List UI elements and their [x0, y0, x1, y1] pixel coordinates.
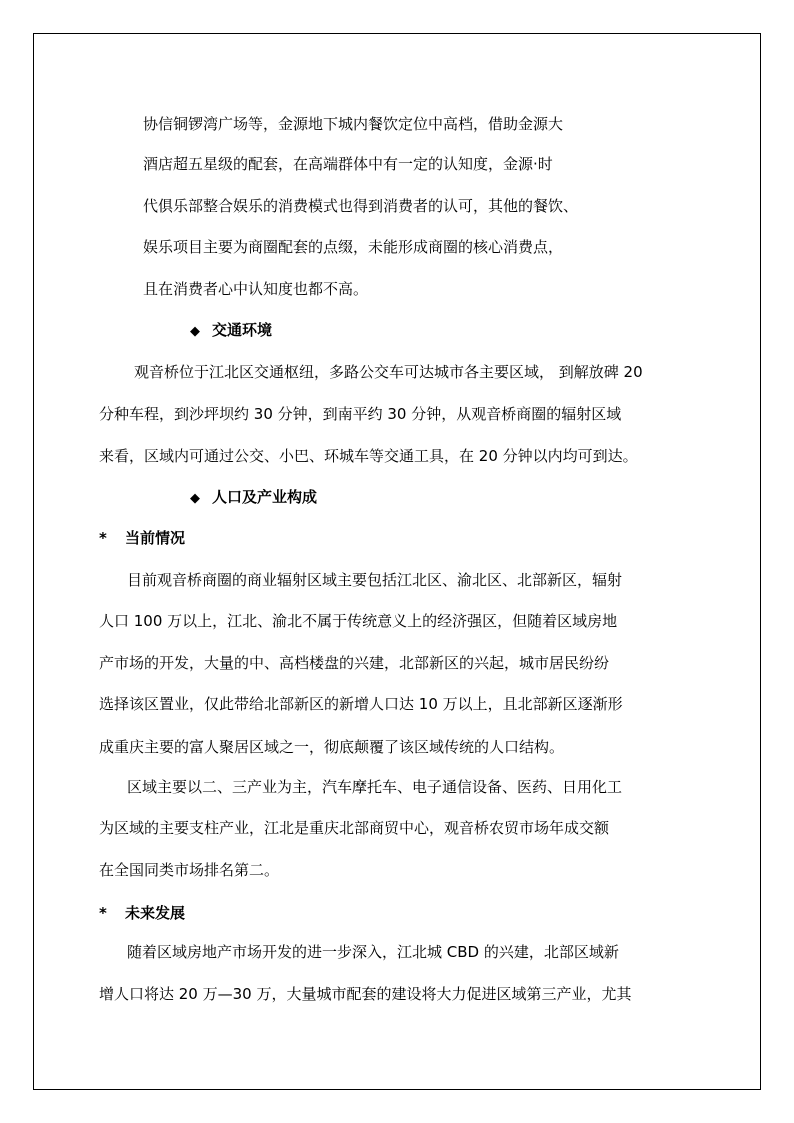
subsection-heading-current [99, 528, 185, 548]
paragraph-line: 随着区域房地产市场开发的进一步深入，江北城 CBD 的兴建，北部区域新 [127, 943, 619, 961]
paragraph-line: 酒店超五星级的配套，在高端群体中有一定的认知度，金源·时 [143, 155, 553, 173]
paragraph-line: 代俱乐部整合娱乐的消费模式也得到消费者的认可，其他的餐饮、 [143, 197, 579, 215]
paragraph-line: 增人口将达 20 万—30 万，大量城市配套的建设将大力促进区域第三产业，尤其 [99, 985, 632, 1003]
paragraph-line: 为区域的主要支柱产业，江北是重庆北部商贸中心，观音桥农贸市场年成交额 [99, 819, 610, 837]
paragraph-line: 娱乐项目主要为商圈配套的点缀，未能形成商圈的核心消费点， [143, 238, 564, 256]
paragraph-line: 区域主要以二、三产业为主，汽车摩托车、电子通信设备、医药、日用化工 [127, 778, 623, 796]
section-heading-population [190, 487, 317, 509]
section-heading-traffic [190, 320, 272, 342]
paragraph-line: 在全国同类市场排名第二。 [99, 861, 280, 879]
asterisk-bullet-icon: * [99, 904, 107, 922]
paragraph-line: 人口 100 万以上，江北、渝北不属于传统意义上的经济强区，但随着区域房地 [99, 612, 618, 630]
subsection-title: 当前情况 [125, 529, 186, 547]
paragraph-line: 选择该区置业，仅此带给北部新区的新增人口达 10 万以上，且北部新区逐渐形 [99, 695, 623, 713]
paragraph-line: 分种车程，到沙坪坝约 30 分钟，到南平约 30 分钟，从观音桥商圈的辐射区域 [99, 405, 622, 423]
diamond-bullet-icon: ◆ [190, 324, 200, 339]
subsection-heading-future [99, 903, 185, 923]
paragraph-line: 目前观音桥商圈的商业辐射区域主要包括江北区、渝北区、北部新区，辐射 [127, 571, 623, 589]
paragraph-line: 且在消费者心中认知度也都不高。 [143, 280, 369, 298]
section-title: 交通环境 [212, 321, 273, 339]
paragraph-line: 协信铜锣湾广场等，金源地下城内餐饮定位中高档，借助金源大 [143, 115, 564, 133]
page-frame [33, 33, 761, 1090]
paragraph-line: 来看，区域内可通过公交、小巴、环城车等交通工具，在 20 分钟以内均可到达。 [99, 447, 638, 465]
section-title: 人口及产业构成 [212, 488, 318, 506]
subsection-title: 未来发展 [125, 904, 186, 922]
paragraph-line: 产市场的开发，大量的中、高档楼盘的兴建，北部新区的兴起，城市居民纷纷 [99, 654, 610, 672]
diamond-bullet-icon: ◆ [190, 491, 200, 506]
asterisk-bullet-icon: * [99, 529, 107, 547]
paragraph-line: 观音桥位于江北区交通枢纽，多路公交车可达城市各主要区域， 到解放碑 20 [134, 363, 643, 381]
paragraph-line: 成重庆主要的富人聚居区域之一，彻底颠覆了该区域传统的人口结构。 [99, 738, 565, 756]
